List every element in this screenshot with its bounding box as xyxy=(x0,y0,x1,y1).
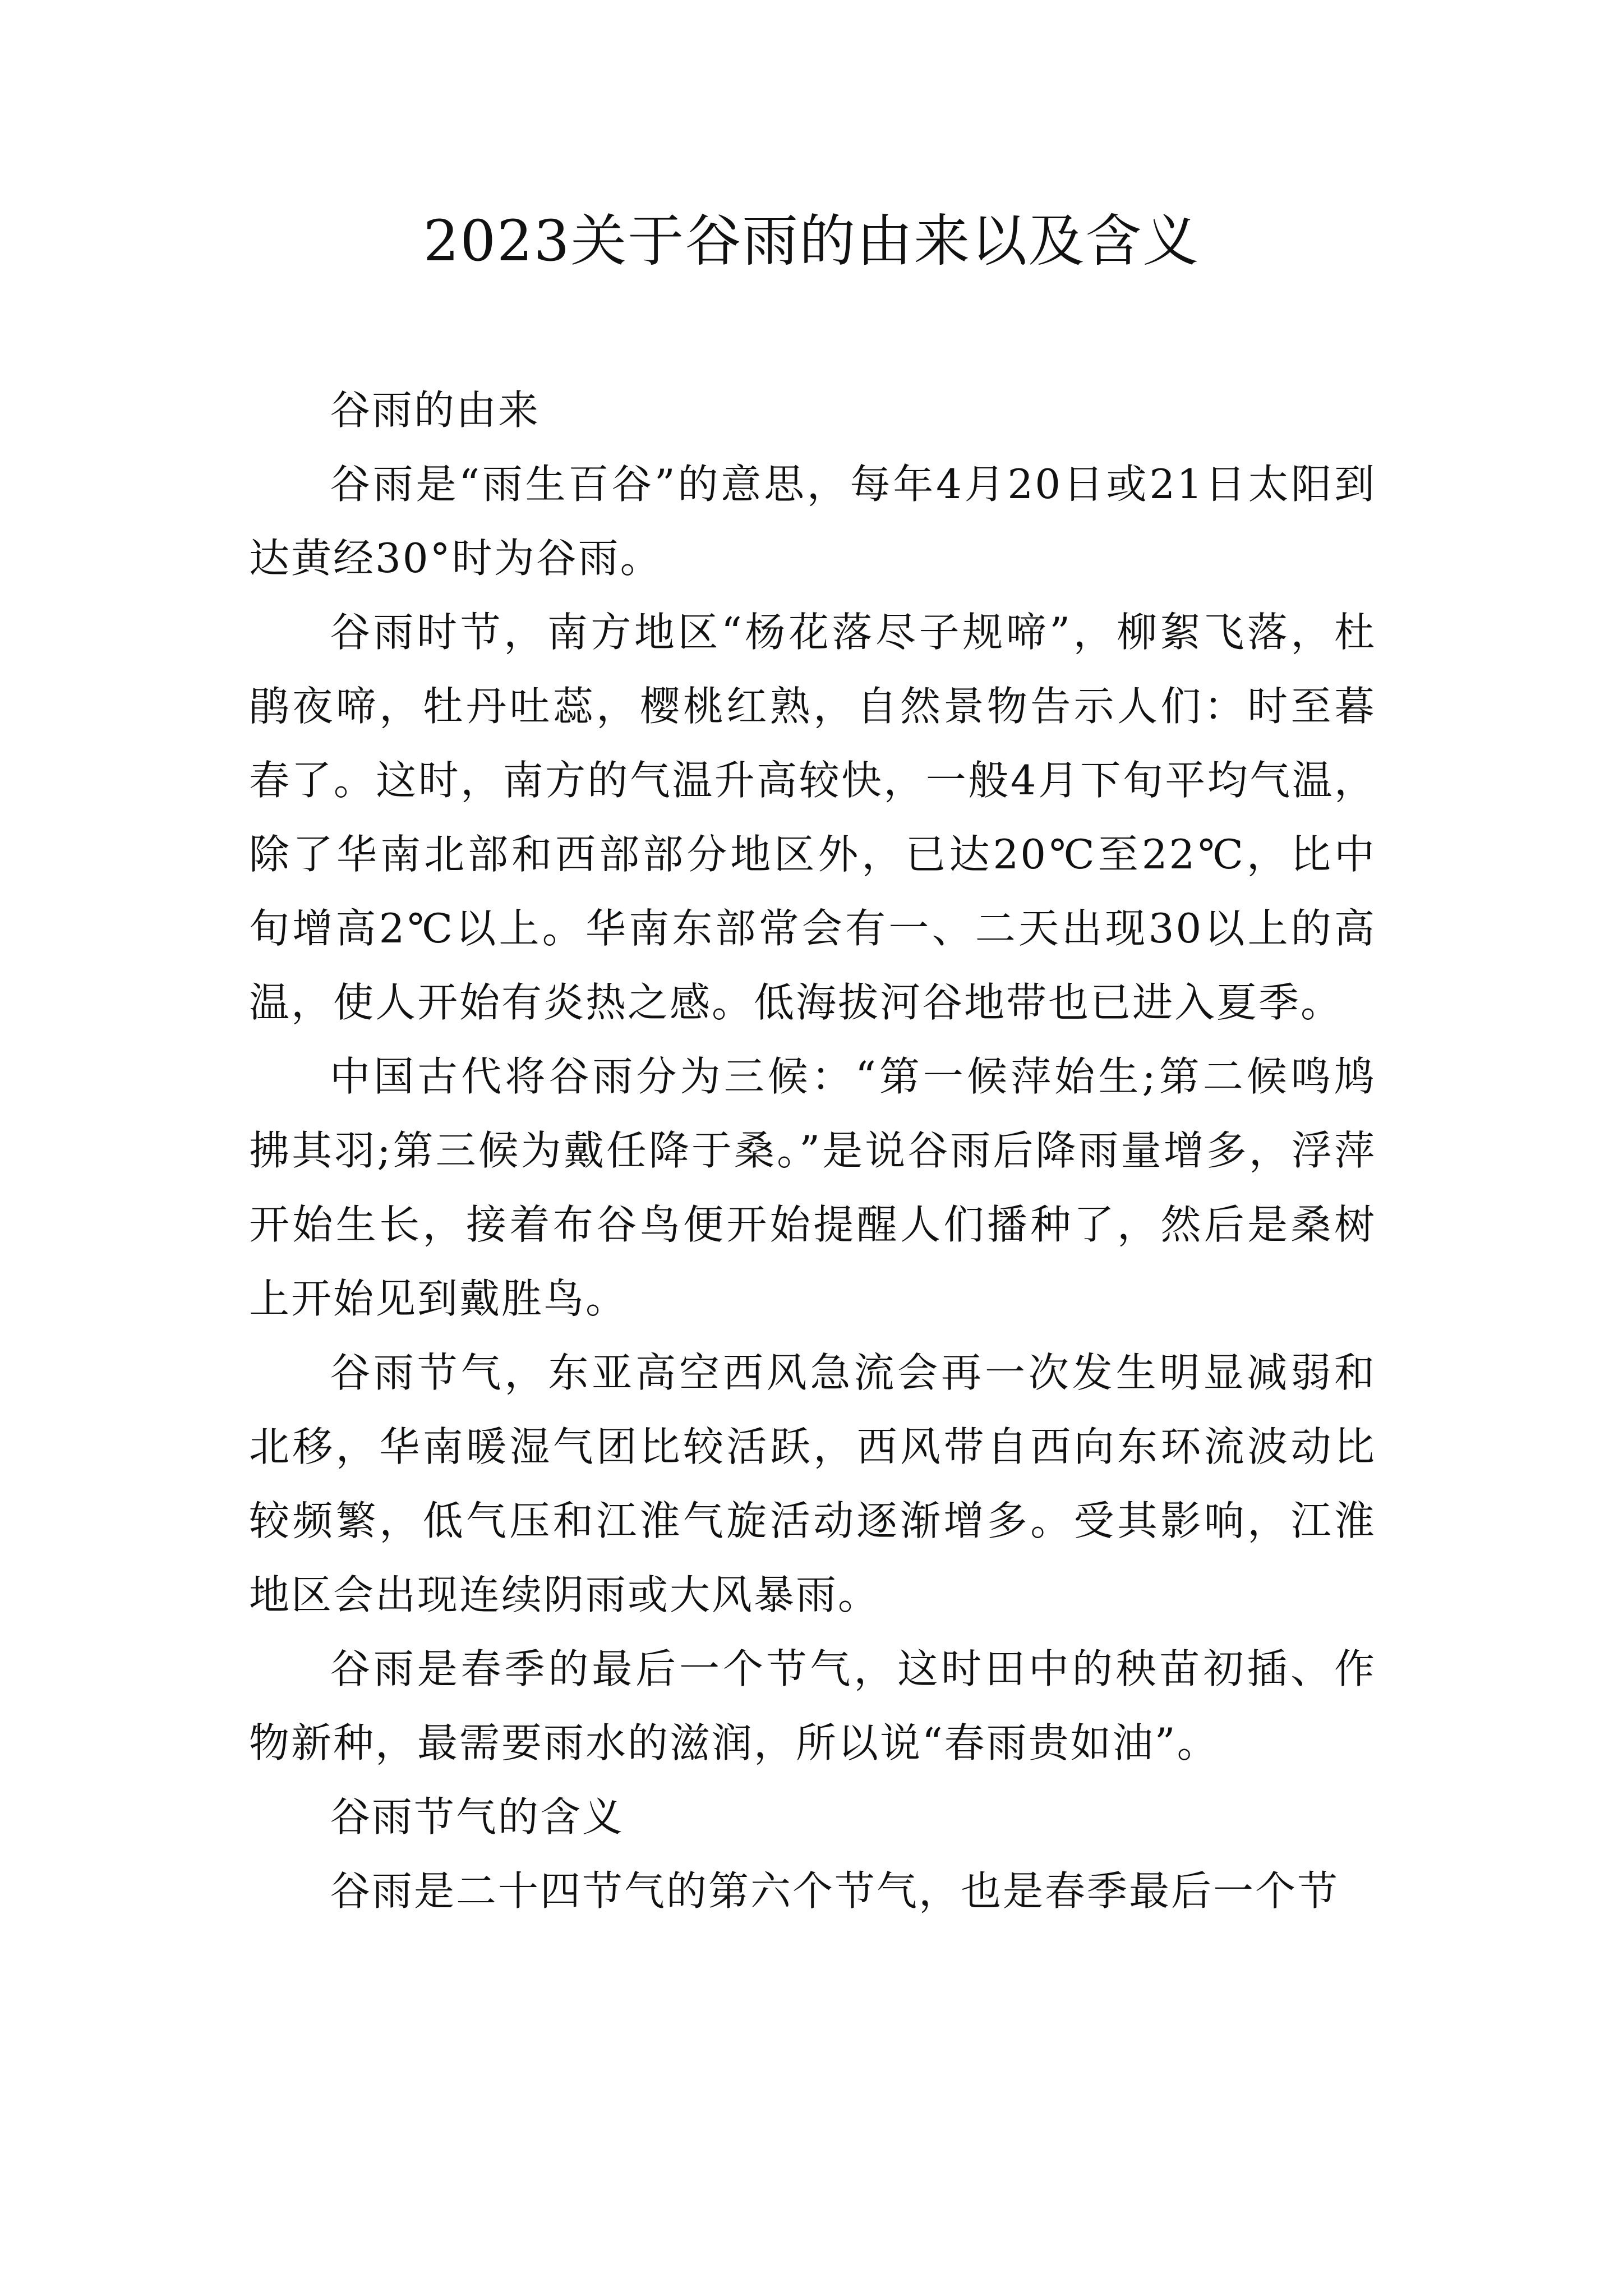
paragraph: 谷雨是“雨生百谷”的意思，每年4月20日或21日太阳到达黄经30°时为谷雨。 xyxy=(249,461,1376,582)
paragraph: 谷雨时节，南方地区“杨花落尽子规啼”，柳絮飞落，杜鹃夜啼，牡丹吐蕊，樱桃红熟，自然景物告示人们：时至暮春了。这时，南方的气温升高较快，一般4月下旬平均气温，除了华南北部和西部部分地区外，已达20℃至22℃，比中旬增高2℃以上。华南东部常会有一、二天出现30以上的高温，使人开始有炎热之感。低海拔河谷地带也已进入夏季。 xyxy=(249,609,1376,1026)
section-heading-meaning: 谷雨节气的含义 xyxy=(330,1793,625,1841)
document-body xyxy=(249,373,1376,1928)
paragraph: 中国古代将谷雨分为三候：“第一候萍始生;第二候鸣鸠拂其羽;第三候为戴任降于桑。”是说谷雨后降雨量增多，浮萍开始生长，接着布谷鸟便开始提醒人们播种了，然后是桑树上开始见到戴胜鸟。 xyxy=(249,1053,1376,1322)
document-title: 2023关于谷雨的由来以及含义 xyxy=(423,208,1200,274)
section-heading-origin: 谷雨的由来 xyxy=(330,386,541,434)
paragraph: 谷雨节气，东亚高空西风急流会再一次发生明显减弱和北移，华南暖湿气团比较活跃，西风带自西向东环流波动比较频繁，低气压和江淮气旋活动逐渐增多。受其影响，江淮地区会出现连续阴雨或大风暴雨。 xyxy=(249,1349,1376,1618)
paragraph: 谷雨是春季的最后一个节气，这时田中的秧苗初插、作物新种，最需要雨水的滋润，所以说“春雨贵如油”。 xyxy=(249,1645,1376,1766)
paragraph: 谷雨是二十四节气的第六个节气，也是春季最后一个节 xyxy=(330,1867,1340,1915)
